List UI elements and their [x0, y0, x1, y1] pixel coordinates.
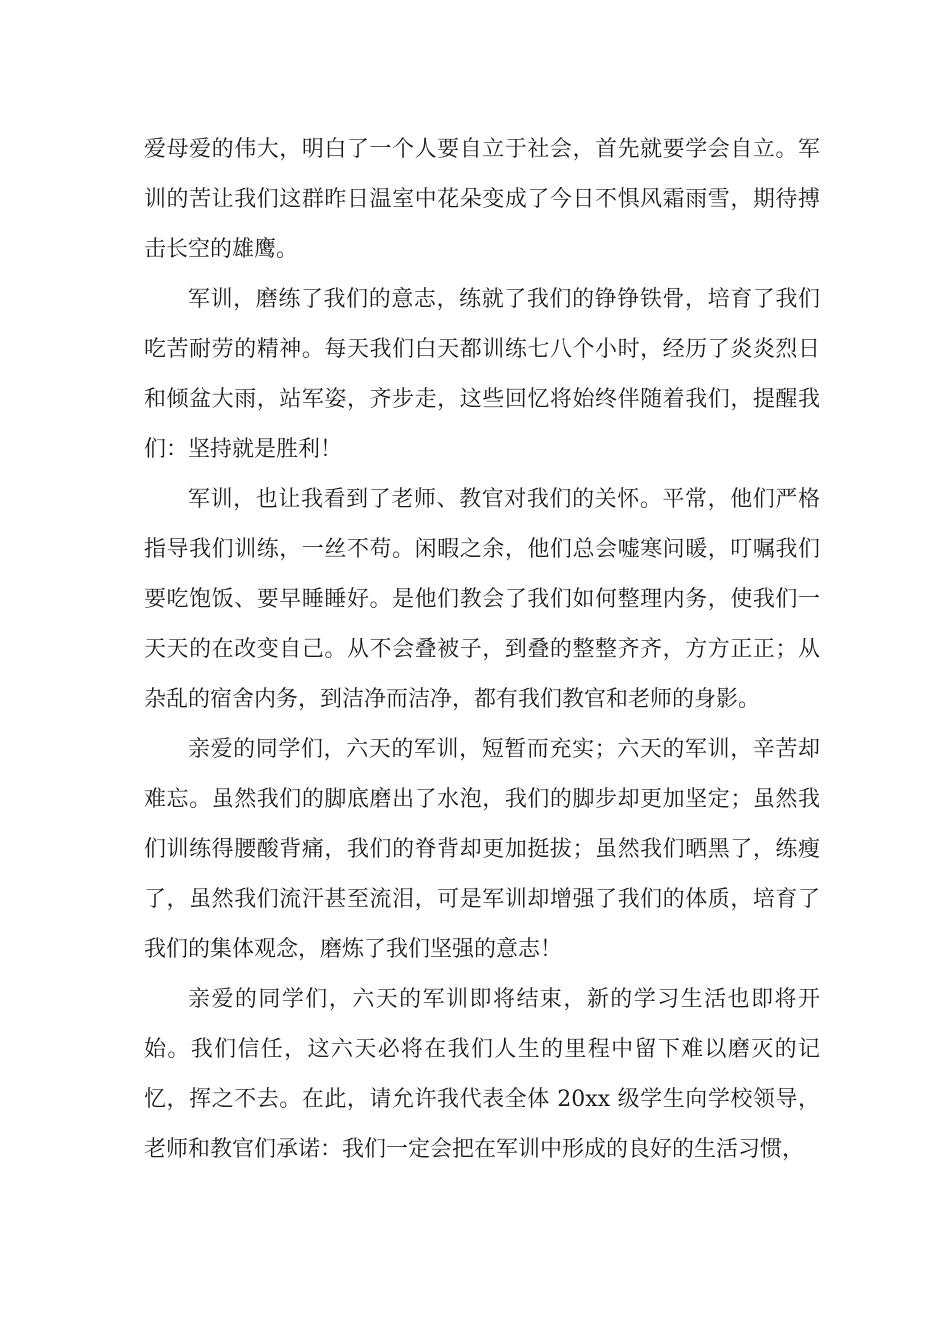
paragraph-4: 亲爱的同学们，六天的军训，短暂而充实；六天的军训，辛苦却难忘。虽然我们的脚底磨出了水泡，我们的脚步却更加坚定；虽然我们训练得腰酸背痛，我们的脊背却更加挺拔；虽然我们晒黑了，练瘦了，虽然我们流汗甚至流泪，可是军训却增强了我们的体质，培育了我们的集体观念，磨炼了我们坚强的意志！ — [144, 737, 820, 962]
paragraph-2: 军训，磨练了我们的意志，练就了我们的铮铮铁骨，培育了我们吃苦耐劳的精神。每天我们白天都训练七八个小时，经历了炎炎烈日和倾盆大雨，站军姿，齐步走，这些回忆将始终伴随着我们，提醒我们：坚持就是胜利！ — [144, 287, 820, 462]
paragraph-1: 爱母爱的伟大，明白了一个人要自立于社会，首先就要学会自立。军训的苦让我们这群昨日温室中花朵变成了今日不惧风霜雨雪，期待搏击长空的雄鹰。 — [144, 137, 820, 262]
paragraph-5: 亲爱的同学们，六天的军训即将结束，新的学习生活也即将开始。我们信任，这六天必将在我们人生的里程中留下难以磨灭的记忆，挥之不去。在此，请允许我代表全体 20xx 级学生向学校领导，老师和教官们承诺：我们一定会把在军训中形成的良好的生活习惯， — [144, 987, 820, 1162]
paragraph-3: 军训，也让我看到了老师、教官对我们的关怀。平常，他们严格指导我们训练，一丝不苟。闲暇之余，他们总会嘘寒问暖，叮嘱我们要吃饱饭、要早睡睡好。是他们教会了我们如何整理内务，使我们一天天的在改变自己。从不会叠被子，到叠的整整齐齐，方方正正；从杂乱的宿舍内务，到洁净而洁净，都有我们教官和老师的身影。 — [144, 487, 820, 712]
document-body — [144, 125, 820, 1175]
